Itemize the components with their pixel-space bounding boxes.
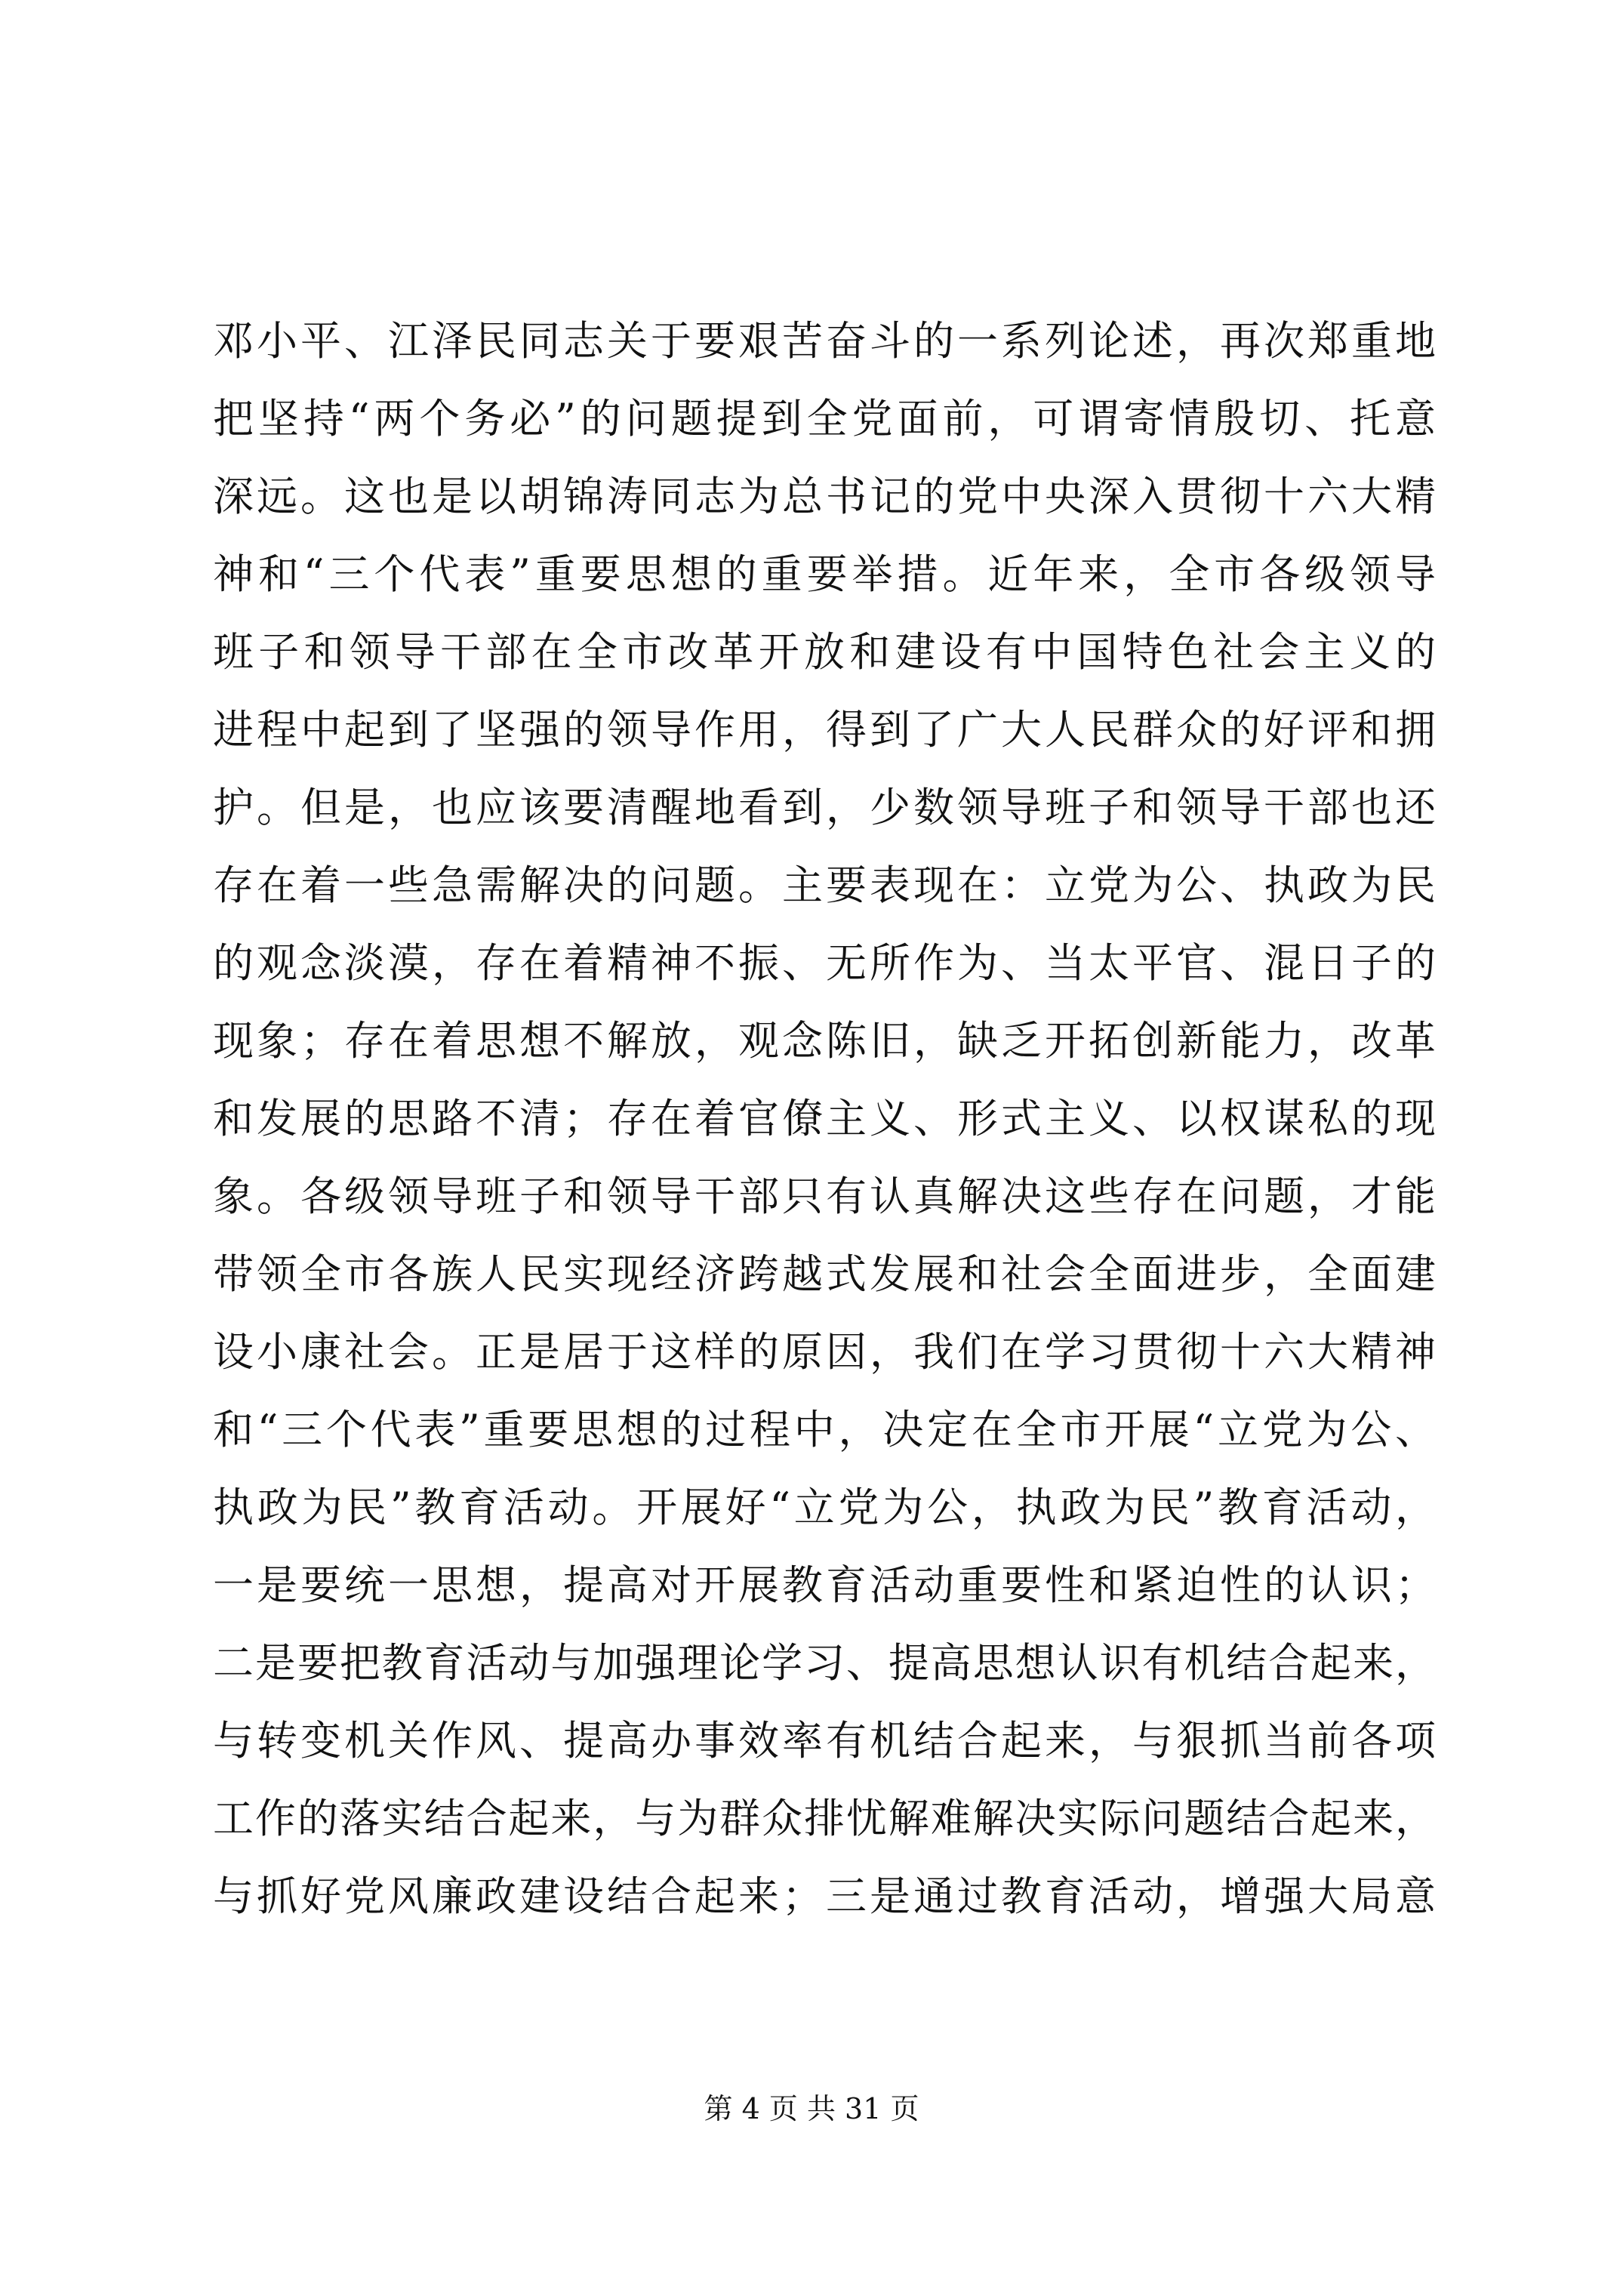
text-line: 护。但是，也应该要清醒地看到，少数领导班子和领导干部也还 [213, 784, 1436, 831]
text-line: 邓小平、江泽民同志关于要艰苦奋斗的一系列论述，再次郑重地 [213, 317, 1436, 365]
text-line: 把坚持“两个务必”的问题提到全党面前，可谓寄情殷切、托意 [213, 395, 1436, 442]
text-line: 现象；存在着思想不解放，观念陈旧，缺乏开拓创新能力，改革 [213, 1017, 1436, 1065]
text-line: 与转变机关作风、提高办事效率有机结合起来，与狠抓当前各项 [213, 1717, 1436, 1764]
text-line: 带领全市各族人民实现经济跨越式发展和社会全面进步，全面建 [213, 1250, 1436, 1298]
text-line: 和“三个代表”重要思想的过程中，决定在全市开展“立党为公、 [213, 1406, 1436, 1453]
page-number-footer: 第 4 页 共 31 页 [704, 2092, 919, 2125]
text-line: 和发展的思路不清；存在着官僚主义、形式主义、以权谋私的现 [213, 1095, 1436, 1142]
text-line: 执政为民”教育活动。开展好“立党为公，执政为民”教育活动， [213, 1484, 1436, 1531]
text-line: 一是要统一思想，提高对开展教育活动重要性和紧迫性的认识； [213, 1561, 1436, 1609]
text-line: 设小康社会。正是居于这样的原因，我们在学习贯彻十六大精神 [213, 1328, 1436, 1376]
text-line: 与抓好党风廉政建设结合起来；三是通过教育活动，增强大局意 [213, 1872, 1436, 1920]
text-line: 工作的落实结合起来，与为群众排忧解难解决实际问题结合起来， [213, 1795, 1436, 1842]
text-line: 存在着一些急需解决的问题。主要表现在：立党为公、执政为民 [213, 861, 1436, 909]
text-line: 班子和领导干部在全市改革开放和建设有中国特色社会主义的 [213, 628, 1436, 676]
text-line: 象。各级领导班子和领导干部只有认真解决这些存在问题，才能 [213, 1173, 1436, 1220]
text-line: 进程中起到了坚强的领导作用，得到了广大人民群众的好评和拥 [213, 706, 1436, 754]
text-line: 神和“三个代表”重要思想的重要举措。近年来，全市各级领导 [213, 550, 1436, 598]
body-text [213, 302, 1436, 1935]
text-line: 的观念淡漠，存在着精神不振、无所作为、当太平官、混日子的 [213, 939, 1436, 987]
text-line: 深远。这也是以胡锦涛同志为总书记的党中央深入贯彻十六大精 [213, 473, 1436, 520]
text-line: 二是要把教育活动与加强理论学习、提高思想认识有机结合起来， [213, 1639, 1436, 1687]
